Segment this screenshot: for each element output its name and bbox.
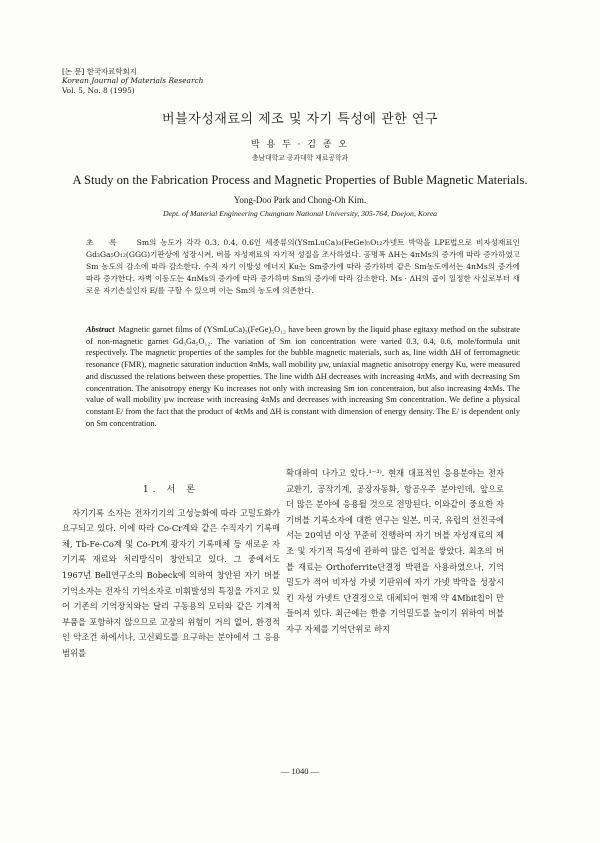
page-number: — 1040 — xyxy=(280,766,320,776)
journal-name-en: Korean Journal of Materials Research xyxy=(62,76,204,86)
abstract-ko-label: 초 록 xyxy=(86,238,123,247)
affiliation-en: Dept. of Material Engineering Chungnam National University, 305-764, Doejon, Korea xyxy=(162,209,438,218)
abstract-ko xyxy=(86,237,520,297)
body-paragraph-left: 자기기록 소자는 전자기기의 고성능화에 따라 고밀도화가 요구되고 있다. 이에 따라 Co-Cr계와 같은 수직자기 기록매체, Tb-Fe-Co계 및 Co-Pt계 광자기 기록매체 등 새로운 자기기록 재료와 처리방식이 창안되고 있다. 그 중에서도 1967년 Bell연구소의 Bobeck에 의하여 창안된 자기 버블 기억소자는 전자식 기억소자로 비휘발성의 특징을 가지고 있어 기존의 기억장치와는 달리 구동용의 모터와 같은 기계적 부품을 포함하지 않으므로 고장의 위험이 거의 없어, 환경적인 악조건 하에서나, 고신뢰도를 요구하는 분야에서 그 응용범위를 xyxy=(62,507,280,658)
body-column-right xyxy=(286,466,504,638)
abstract-ko-text: Sm의 농도가 각각 0.3, 0.4, 0.6인 세종류의(YSmLuCa)₃(FeGe)₅O₁₂가넷트 박막을 LPE법으로 비자성재료인 Gd₃Ga₅O₁₂(GGG)기판상에 성장시켜, 버블 자성재료의 자기적 성질을 조사하였다. 공명폭 ΔH는 4πMs의 증가에 따라 증가하였고 Sm 농도의 감소에 따라 감소한다. 수직 자기 이방성 에너지 Ku는 Sm증가에 따라 증가하며 같은 Sm농도에서는 4πMs의 증가에 따라 증가한다. 자벽 이동도는 4πMs의 증가에 따라 증가하며 Sm의 증가에 따라 감소한다. Ms · ΔH의 곱이 일정한 사실로부터 새로운 자기손실인자 E/를 구할 수 있으며 이는 Sm의 농도에 의존한다. xyxy=(86,238,520,295)
body-column-left xyxy=(62,482,280,662)
journal-name-ko: [논 문] 한국자료학회지 xyxy=(62,67,137,76)
journal-volume: Vol. 5, No. 8 (1995) xyxy=(62,85,135,95)
affiliation-ko: 충남대학교 공과대학 재료공학과 xyxy=(251,154,349,162)
journal-header xyxy=(62,67,203,95)
authors-ko: 박 용 두 · 김 종 오 xyxy=(250,140,350,150)
paper-title-en: A Study on the Fabrication Process and Magnetic Properties of Buble Magnetic Materials. xyxy=(72,173,528,187)
abstract-en-label: Abstract xyxy=(86,325,115,334)
body-paragraph-right: 확대하여 나가고 있다.¹⁻³⁾. 현재 대표적인 응용분야는 전자교환기, 공작기계, 공장자동화, 항공우주 분야인데, 앞으로 더 많은 분야에 응용될 것으로 전망된다. 이와같이 중요한 자기버블 기록소자에 대한 연구는 일본, 미국, 유럽의 선진국에서는 20여년 이상 꾸준히 진행하여 자기 버블 자성재료의 제조 및 자기적 특성에 관하여 많은 업적을 쌓았다. 최초의 버블 재료는 Orthoferrite단결정 박편을 사용하였으나, 기억밀도가 적어 비자성 가넷 기판위에 자기 가넷 박막을 성장시킨 자성 가넷트 단결정으로 대체되어 현재 약 4Mbit칩이 만들어져 있다. 최근에는 한층 기억밀도를 높이기 위하여 버블 자구 자체를 기억단위로 하지 xyxy=(286,468,504,634)
abstract-en-text: Magnetic garnet films of (YSmLuCa)₃(FeGe)₅O₁₂ have been grown by the liquid phase egitaxy method on the substrate of non-magnetic garnet Gd₃Ga₅O₁₂. The variation of Sm ion concentration were varied 0.3, 0.4, 0.6, mole/formula unit respectively. The magnetic properties of the samples for the bubble magnetic materials, such as, line width ΔH of ferromagnetic resonance (FMR), magnetic saturation induction 4πMs, wall mobility μw, uniaxial magnetic anisotropy energy Ku, were measured and discussed the relations between these properties. The line width ΔH decreases with increasing 4πMs, and with decreasing Sm concentration. The anisotropy energy Ku increases not only with increasing Sm ion concentraion, but also increasing 4πMs. The value of wall mobility μw increase with increasing 4πMs and decreases with increasing Sm concentration. We define a physical constant E/ from the fact that the product of 4πMs and ΔH is constant with dimension of energy density. The E/ is dependent only on Sm concentration. xyxy=(86,325,520,428)
section-heading-introduction: 1. 서 론 xyxy=(142,484,200,495)
authors-en: Yong-Doo Park and Chong-Oh Kim. xyxy=(233,195,367,205)
paper-title-ko: 버블자성재료의 제조 및 자기 특성에 관한 연구 xyxy=(162,112,438,127)
abstract-en xyxy=(86,324,520,429)
